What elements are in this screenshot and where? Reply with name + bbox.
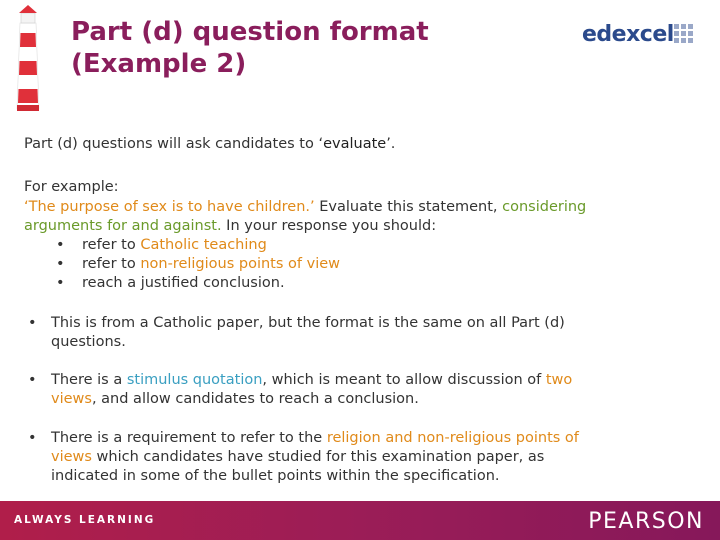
sub-item-prefix: reach a justified conclusion. bbox=[82, 275, 285, 291]
point-2-line-1 bbox=[51, 371, 671, 390]
point-2-views: views bbox=[51, 391, 92, 407]
point-2-text: There is a bbox=[51, 372, 127, 388]
point-3-text: There is a requirement to refer to the bbox=[51, 430, 327, 446]
example-line-1 bbox=[24, 198, 586, 217]
sub-item bbox=[56, 274, 340, 293]
point-2-two: two bbox=[545, 372, 573, 388]
title-line-1: Part (d) question format bbox=[71, 17, 429, 47]
example-label: For example: bbox=[24, 179, 119, 195]
example-considering: considering bbox=[502, 199, 587, 215]
point-2 bbox=[51, 371, 671, 409]
intro-suffix: ’. bbox=[386, 136, 396, 152]
point-1-line-1: This is from a Catholic paper, but the format is the same on all Part (d) bbox=[51, 315, 565, 331]
bullet-icon: • bbox=[28, 315, 37, 331]
intro-keyword: evaluate bbox=[323, 136, 387, 152]
page-title bbox=[71, 16, 541, 80]
point-2-stimulus: stimulus quotation bbox=[126, 372, 263, 388]
point-3-religion: religion and non-religious points of bbox=[326, 430, 579, 446]
sub-item-highlight: Catholic teaching bbox=[140, 237, 267, 253]
brand-name: edexcel bbox=[582, 22, 674, 47]
sub-item bbox=[56, 255, 340, 274]
point-3-line-1 bbox=[51, 429, 671, 448]
footer-bar bbox=[0, 501, 720, 540]
point-3-line-3: indicated in some of the bullet points within the specification. bbox=[51, 468, 500, 484]
example-line-2 bbox=[24, 217, 436, 236]
example-sub-list bbox=[56, 236, 340, 293]
point-3 bbox=[51, 429, 671, 486]
intro-prefix: Part (d) questions will ask candidates to ‘ bbox=[24, 136, 324, 152]
footer-tagline: ALWAYS LEARNING bbox=[14, 514, 156, 526]
sub-item-prefix: refer to bbox=[82, 256, 141, 272]
title-line-2: (Example 2) bbox=[71, 49, 247, 79]
edexcel-logo bbox=[582, 22, 700, 48]
sub-item bbox=[56, 236, 340, 255]
point-3-line-2 bbox=[51, 448, 671, 467]
example-args: arguments for and against. bbox=[24, 218, 222, 234]
pearson-logo: PEARSON bbox=[588, 509, 704, 534]
bullet-icon: • bbox=[28, 372, 37, 388]
lighthouse-logo bbox=[8, 3, 48, 113]
bullet-icon: • bbox=[28, 430, 37, 446]
point-3-views: views bbox=[51, 449, 92, 465]
point-2-text: , which is meant to allow discussion of bbox=[262, 372, 546, 388]
bullet-icon: • bbox=[56, 237, 65, 253]
sub-item-highlight: non-religious points of view bbox=[140, 256, 341, 272]
bullet-icon: • bbox=[56, 256, 65, 272]
example-instruction: Evaluate this statement, bbox=[314, 199, 503, 215]
point-2-text: , and allow candidates to reach a conclusion. bbox=[91, 391, 419, 407]
point-1-line-2: questions. bbox=[51, 334, 126, 350]
brand-grid-icon bbox=[674, 24, 696, 46]
point-2-line-2 bbox=[51, 390, 671, 409]
example-quote: ‘The purpose of sex is to have children.’ bbox=[24, 199, 315, 215]
intro-text bbox=[24, 135, 395, 154]
point-3-text: which candidates have studied for this examination paper, as bbox=[91, 449, 545, 465]
point-1 bbox=[51, 314, 671, 352]
sub-item-prefix: refer to bbox=[82, 237, 141, 253]
bullet-icon: • bbox=[56, 275, 65, 291]
example-response: In your response you should: bbox=[221, 218, 437, 234]
